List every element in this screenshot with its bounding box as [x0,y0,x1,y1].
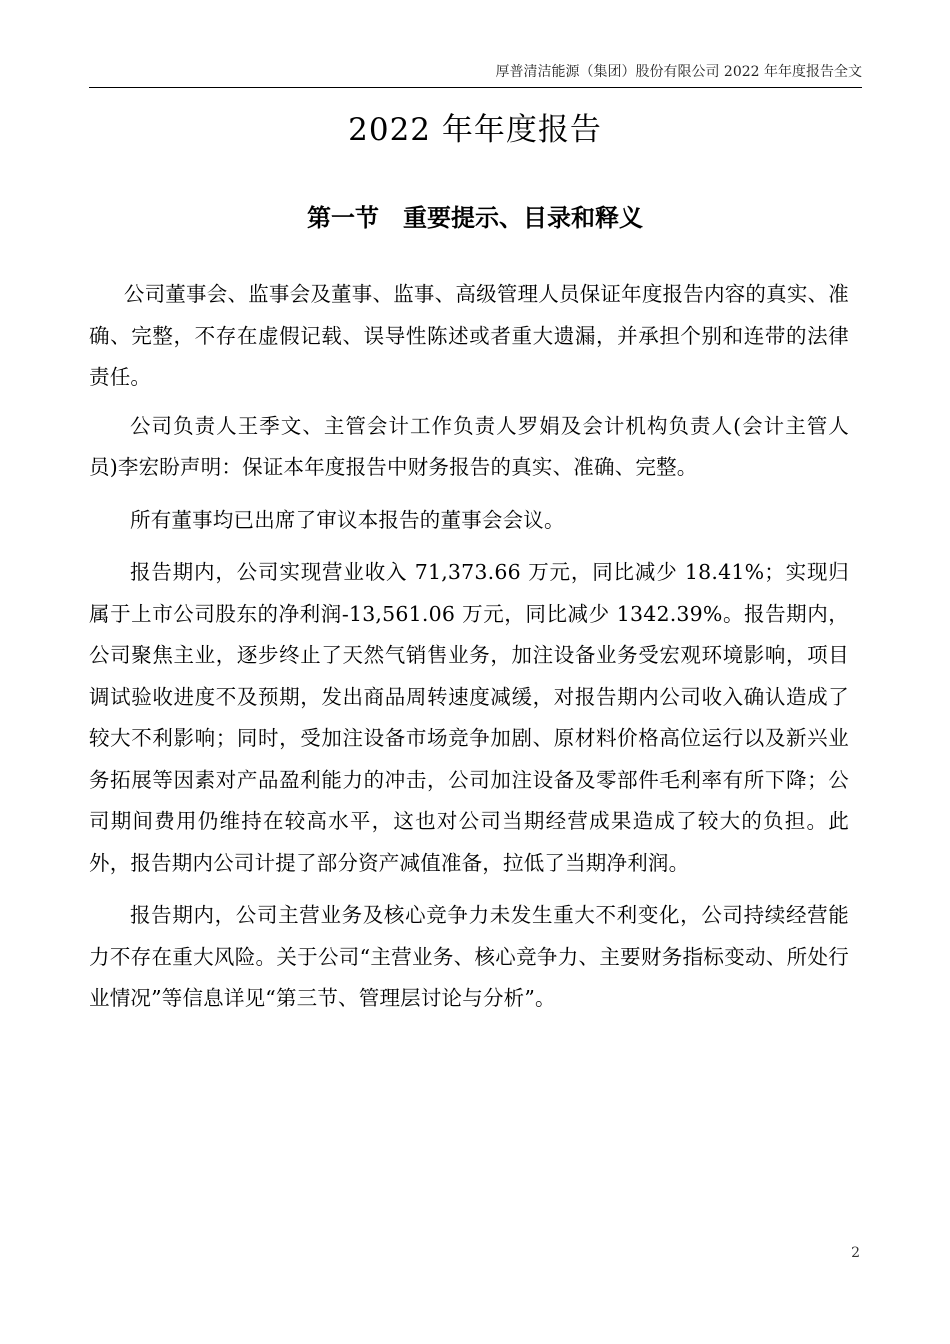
running-header: 厚普清洁能源（集团）股份有限公司 2022 年年度报告全文 [495,64,862,80]
paragraph-going-concern: 报告期内，公司主营业务及核心竞争力未发生重大不利变化，公司持续经营能力不存在重大风险。关于公司“主营业务、核心竞争力、主要财务指标变动、所处行业情况”等信息详见“第三节、管理层讨论与分析”。 [89,903,849,1010]
body-text [89,274,849,1020]
paragraph-board-attendance: 所有董事均已出席了审议本报告的董事会会议。 [130,507,565,532]
paragraph-executives-declaration: 公司负责人王季文、主管会计工作负责人罗娟及会计机构负责人(会计主管人员)李宏盼声明：保证本年度报告中财务报告的真实、准确、完整。 [89,413,849,479]
header-divider [89,87,862,88]
document-title: 2022 年年度报告 [348,112,602,148]
paragraph-responsibility-statement: 公司董事会、监事会及董事、监事、高级管理人员保证年度报告内容的真实、准确、完整，不存在虚假记载、误导性陈述或者重大遗漏，并承担个别和连带的法律责任。 [89,282,849,389]
section-title: 第一节 重要提示、目录和释义 [307,204,643,232]
paragraph-financial-performance: 报告期内，公司实现营业收入 71,373.66 万元，同比减少 18.41%；实现归属于上市公司股东的净利润-13,561.06 万元，同比减少 1342.39%。报告期内，公司聚焦主业，逐步终止了天然气销售业务，加注设备业务受宏观环境影响，项目调试验收进度不及预期，发出商品周转速度减缓，对报告期内公司收入确认造成了较大不利影响；同时，受加注设备市场竞争加剧、原材料价格高位运行以及新兴业务拓展等因素对产品盈利能力的冲击，公司加注设备及零部件毛利率有所下降；公司期间费用仍维持在较高水平，这也对公司当期经营成果造成了较大的负担。此外，报告期内公司计提了部分资产减值准备，拉低了当期净利润。 [89,560,849,875]
page-number: 2 [851,1245,860,1261]
